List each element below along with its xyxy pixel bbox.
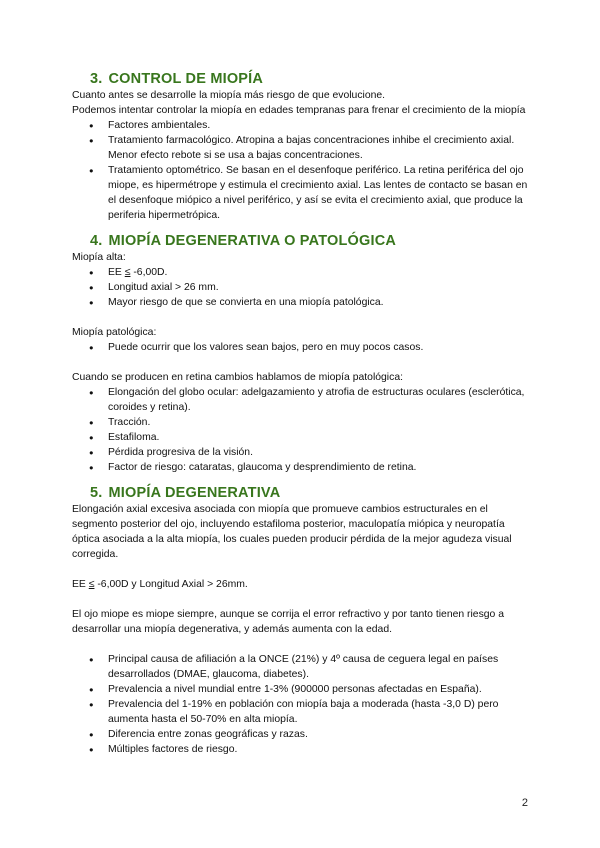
list-item: ● Factor de riesgo: cataratas, glaucoma y desprendimiento de retina. — [72, 460, 528, 475]
list-item: ● Tratamiento farmacológico. Atropina a bajas concentraciones inhibe el crecimiento axial. Menor efecto rebote si se usa a bajas concentraciones. — [72, 133, 528, 163]
s3-paragraph-1: Cuanto antes se desarrolle la miopía más riesgo de que evolucione. — [72, 90, 386, 101]
s3-paragraph-2: Podemos intentar controlar la miopía en edades tempranas para frenar el crecimiento de la miopía — [72, 105, 526, 116]
list-item: ● Longitud axial > 26 mm. — [72, 280, 528, 295]
list-item: ● Estafiloma. — [72, 430, 528, 445]
s5-paragraph-1: Elongación axial excesiva asociada con miopía que promueve cambios estructurales en el segmento posterior del ojo, incluyendo estafiloma posterior, maculopatía miópica y neuropatía óptica asociada a la alta miopía, los cuales pueden producir pérdida de la mejor agudeza visual corregida. — [72, 504, 512, 560]
section-4-heading — [72, 232, 528, 250]
s4-pat-label: Miopía patológica: — [72, 327, 157, 338]
s4-alta-list — [72, 265, 528, 310]
s5-bullet-list — [72, 652, 528, 757]
lte-symbol: ≤ — [88, 579, 95, 590]
section-5-heading — [72, 484, 528, 502]
ee-rest: -6,00D y Longitud Axial > 26mm. — [94, 579, 248, 590]
ee-value: -6,00D. — [130, 267, 168, 278]
s4-pat-list — [72, 340, 528, 355]
s4-cambios-intro: Cuando se producen en retina cambios hablamos de miopía patológica: — [72, 372, 403, 383]
s3-bullet-list — [72, 118, 528, 223]
list-item: ● Principal causa de afiliación a la ONCE (21%) y 4º causa de ceguera legal en países desarrollados (DMAE, glaucoma, diabetes). — [72, 652, 528, 682]
list-item: ● Elongación del globo ocular: adelgazamiento y atrofia de estructuras oculares (esclerótica, coroides y retina). — [72, 385, 528, 415]
list-item: ● Factores ambientales. — [72, 118, 528, 133]
section-3-number: 3. — [90, 71, 103, 87]
s4-cambios-list — [72, 385, 528, 475]
lte-symbol: ≤ — [124, 267, 131, 278]
section-3-heading — [72, 70, 528, 88]
s4-alta-label: Miopía alta: — [72, 252, 126, 263]
document-page — [72, 70, 528, 757]
s5-ee-line — [72, 577, 528, 592]
list-item: ● Prevalencia a nivel mundial entre 1-3% (900000 personas afectadas en España). — [72, 682, 528, 697]
list-item: ● Múltiples factores de riesgo. — [72, 742, 528, 757]
page-number: 2 — [521, 797, 528, 809]
list-item: ● Mayor riesgo de que se convierta en una miopía patológica. — [72, 295, 528, 310]
list-item: ● Tracción. — [72, 415, 528, 430]
list-item: ● Pérdida progresiva de la visión. — [72, 445, 528, 460]
ee-prefix: EE — [72, 579, 89, 590]
section-4-title: MIOPÍA DEGENERATIVA O PATOLÓGICA — [108, 233, 397, 249]
section-5-title: MIOPÍA DEGENERATIVA — [108, 485, 281, 501]
section-5-number: 5. — [90, 485, 103, 501]
s5-paragraph-3: El ojo miope es miope siempre, aunque se corrija el error refractivo y por tanto tienen riesgo a desarrollar una miopía degenerativa, y además aumenta con la edad. — [72, 609, 505, 635]
list-item — [72, 265, 528, 280]
section-4-number: 4. — [90, 233, 103, 249]
ee-prefix: EE — [108, 267, 125, 278]
list-item: ● Diferencia entre zonas geográficas y razas. — [72, 727, 528, 742]
list-item: ● Tratamiento optométrico. Se basan en el desenfoque periférico. La retina periférica del ojo miope, es hipermétrope y estimula el crecimiento axial. Las lentes de contacto se basan en el desenfoque miópico a nivel periférico, y así se evita el crecimiento axial, que produce la periferia hipermetrópica. — [72, 163, 528, 223]
list-item: ● Prevalencia del 1-19% en población con miopía baja a moderada (hasta -3,0 D) pero aumenta hasta el 50-70% en alta miopía. — [72, 697, 528, 727]
list-item: ● Puede ocurrir que los valores sean bajos, pero en muy pocos casos. — [72, 340, 528, 355]
section-3-title: CONTROL DE MIOPÍA — [108, 71, 264, 87]
